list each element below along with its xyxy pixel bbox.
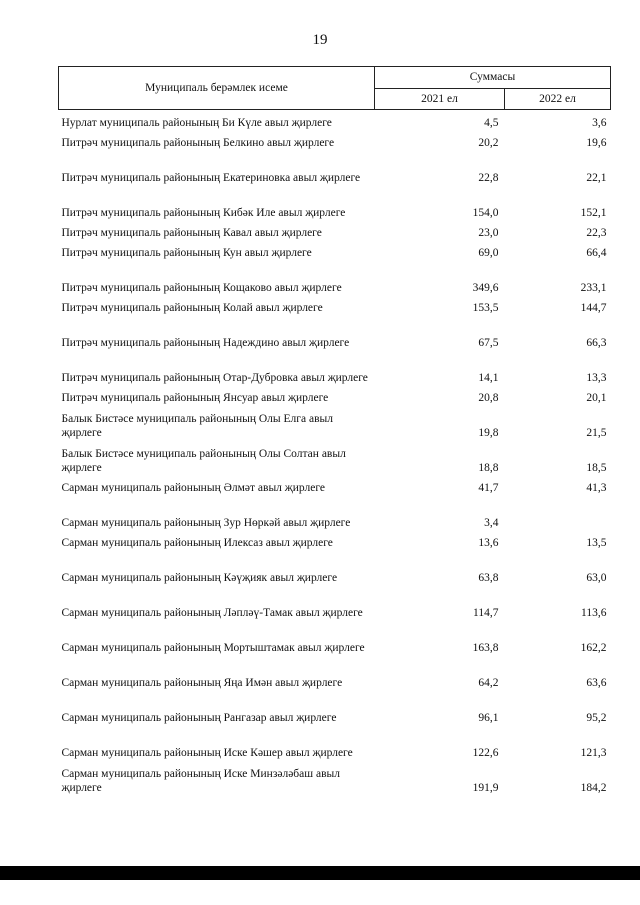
page-number: 19 xyxy=(312,32,328,48)
amount-2021-cell: 154,0 xyxy=(472,207,499,219)
appropriations-table xyxy=(58,66,611,795)
table-row xyxy=(59,130,611,150)
amount-2021-cell: 19,8 xyxy=(478,427,499,439)
table-row xyxy=(59,495,611,530)
municipality-name-cell: Питрәч муниципаль районының Колай авыл җирлеге xyxy=(61,302,323,314)
amount-2022-cell: 20,1 xyxy=(586,392,607,404)
table-row xyxy=(59,550,611,585)
table-row xyxy=(59,475,611,495)
amount-2022-cell: 152,1 xyxy=(580,207,607,219)
amount-2022-cell: 22,3 xyxy=(586,227,607,239)
table-row xyxy=(59,295,611,315)
amount-2022-cell: 233,1 xyxy=(580,282,607,294)
table-row xyxy=(59,260,611,295)
amount-2022-cell: 21,5 xyxy=(586,427,607,439)
amount-2021-cell: 20,8 xyxy=(478,392,499,404)
table-row xyxy=(59,315,611,350)
amount-2021-cell: 41,7 xyxy=(478,482,499,494)
municipality-name-cell: Питрәч муниципаль районының Кощаково авыл җирлеге xyxy=(61,282,342,294)
header-municipality-name: Муниципаль берәмлек исеме xyxy=(59,67,375,110)
municipality-name-cell: Сарман муниципаль районының Мортыштамак авыл җирлеге xyxy=(61,642,365,654)
municipality-name-cell: Питрәч муниципаль районының Надеждино авыл җирлеге xyxy=(61,337,350,349)
amount-2022-cell: 95,2 xyxy=(586,712,607,724)
amount-2022-cell: 19,6 xyxy=(586,137,607,149)
header-amount: Суммасы xyxy=(375,67,611,89)
municipality-name-cell: Питрәч муниципаль районының Екатериновка авыл җирлеге xyxy=(61,172,361,184)
amount-2022-cell: 63,0 xyxy=(586,572,607,584)
table-row xyxy=(59,585,611,620)
table-row xyxy=(59,350,611,385)
municipality-name-cell: Питрәч муниципаль районының Янсуар авыл җирлеге xyxy=(61,392,329,404)
table-row xyxy=(59,760,611,795)
municipality-name-cell: Питрәч муниципаль районының Отар-Дубровка авыл җирлеге xyxy=(61,372,368,384)
amount-2022-cell: 18,5 xyxy=(586,462,607,474)
amount-2021-cell: 4,5 xyxy=(484,117,499,129)
table-row xyxy=(59,240,611,260)
amount-2022-cell: 3,6 xyxy=(592,117,607,129)
amount-2021-cell: 20,2 xyxy=(478,137,499,149)
municipality-name-cell: Сарман муниципаль районының Иске Минзәләбаш авыл җирлеге xyxy=(61,768,340,794)
municipality-name-cell: Сарман муниципаль районының Рангазар авыл җирлеге xyxy=(61,712,337,724)
table-row xyxy=(59,150,611,185)
table-row xyxy=(59,690,611,725)
amount-2022-cell: 22,1 xyxy=(586,172,607,184)
amount-2022-cell: 121,3 xyxy=(580,747,607,759)
municipality-name-cell: Сарман муниципаль районының Әлмәт авыл җирлеге xyxy=(61,482,326,494)
amount-2021-cell: 22,8 xyxy=(478,172,499,184)
municipality-name-cell: Сарман муниципаль районының Кәүҗияк авыл җирлеге xyxy=(61,572,338,584)
amount-2022-cell: 66,3 xyxy=(586,337,607,349)
amount-2021-cell: 3,4 xyxy=(484,517,499,529)
amount-2022-cell: 63,6 xyxy=(586,677,607,689)
municipality-name-cell: Питрәч муниципаль районының Белкино авыл җирлеге xyxy=(61,137,335,149)
amount-2022-cell: 162,2 xyxy=(580,642,607,654)
municipality-name-cell: Сарман муниципаль районының Иске Кәшер авыл җирлеге xyxy=(61,747,353,759)
amount-2021-cell: 69,0 xyxy=(478,247,499,259)
municipality-name-cell: Балык Бистәсе муниципаль районының Олы Солтан авыл җирлеге xyxy=(61,448,346,474)
amount-2021-cell: 191,9 xyxy=(472,782,499,794)
table-row xyxy=(59,220,611,240)
amount-2021-cell: 96,1 xyxy=(478,712,499,724)
amount-2021-cell: 14,1 xyxy=(478,372,499,384)
municipality-name-cell: Питрәч муниципаль районының Кавал авыл җирлеге xyxy=(61,227,322,239)
table-header xyxy=(59,67,611,110)
municipality-name-cell: Сарман муниципаль районының Зур Нөркәй авыл җирлеге xyxy=(61,517,351,529)
amount-2021-cell: 153,5 xyxy=(472,302,499,314)
amount-2021-cell: 18,8 xyxy=(478,462,499,474)
amount-2021-cell: 67,5 xyxy=(478,337,499,349)
municipality-name-cell: Нурлат муниципаль районының Би Күле авыл җирлеге xyxy=(61,117,332,129)
amount-2022-cell: 66,4 xyxy=(586,247,607,259)
amount-2022-cell: 13,5 xyxy=(586,537,607,549)
municipality-name-cell: Питрәч муниципаль районының Кун авыл җирлеге xyxy=(61,247,312,259)
appropriations-table-container xyxy=(58,66,610,795)
municipality-name-cell: Питрәч муниципаль районының Кибәк Иле авыл җирлеге xyxy=(61,207,346,219)
table-row xyxy=(59,405,611,440)
amount-2021-cell: 13,6 xyxy=(478,537,499,549)
table-row xyxy=(59,725,611,760)
table-body xyxy=(59,110,611,796)
amount-2022-cell: 13,3 xyxy=(586,372,607,384)
table-row xyxy=(59,440,611,475)
amount-2021-cell: 64,2 xyxy=(478,677,499,689)
amount-2022-cell: 41,3 xyxy=(586,482,607,494)
amount-2022-cell xyxy=(505,495,611,530)
amount-2022-cell: 184,2 xyxy=(580,782,607,794)
table-row xyxy=(59,530,611,550)
amount-2021-cell: 122,6 xyxy=(472,747,499,759)
municipality-name-cell: Сарман муниципаль районының Ләпләү-Тамак авыл җирлеге xyxy=(61,607,363,619)
table-row xyxy=(59,385,611,405)
amount-2021-cell: 349,6 xyxy=(472,282,499,294)
amount-2022-cell: 113,6 xyxy=(581,607,607,619)
header-year-2021: 2021 ел xyxy=(375,88,505,110)
municipality-name-cell: Балык Бистәсе муниципаль районының Олы Елга авыл җирлеге xyxy=(61,413,333,439)
table-row xyxy=(59,185,611,220)
table-row xyxy=(59,620,611,655)
scan-edge-bar xyxy=(0,866,640,880)
municipality-name-cell: Сарман муниципаль районының Илексаз авыл җирлеге xyxy=(61,537,333,549)
table-row xyxy=(59,655,611,690)
amount-2021-cell: 163,8 xyxy=(472,642,499,654)
header-year-2022: 2022 ел xyxy=(505,88,611,110)
municipality-name-cell: Сарман муниципаль районының Яңа Имән авыл җирлеге xyxy=(61,677,343,689)
amount-2021-cell: 23,0 xyxy=(478,227,499,239)
table-row xyxy=(59,110,611,131)
amount-2021-cell: 63,8 xyxy=(478,572,499,584)
amount-2022-cell: 144,7 xyxy=(580,302,607,314)
amount-2021-cell: 114,7 xyxy=(473,607,499,619)
